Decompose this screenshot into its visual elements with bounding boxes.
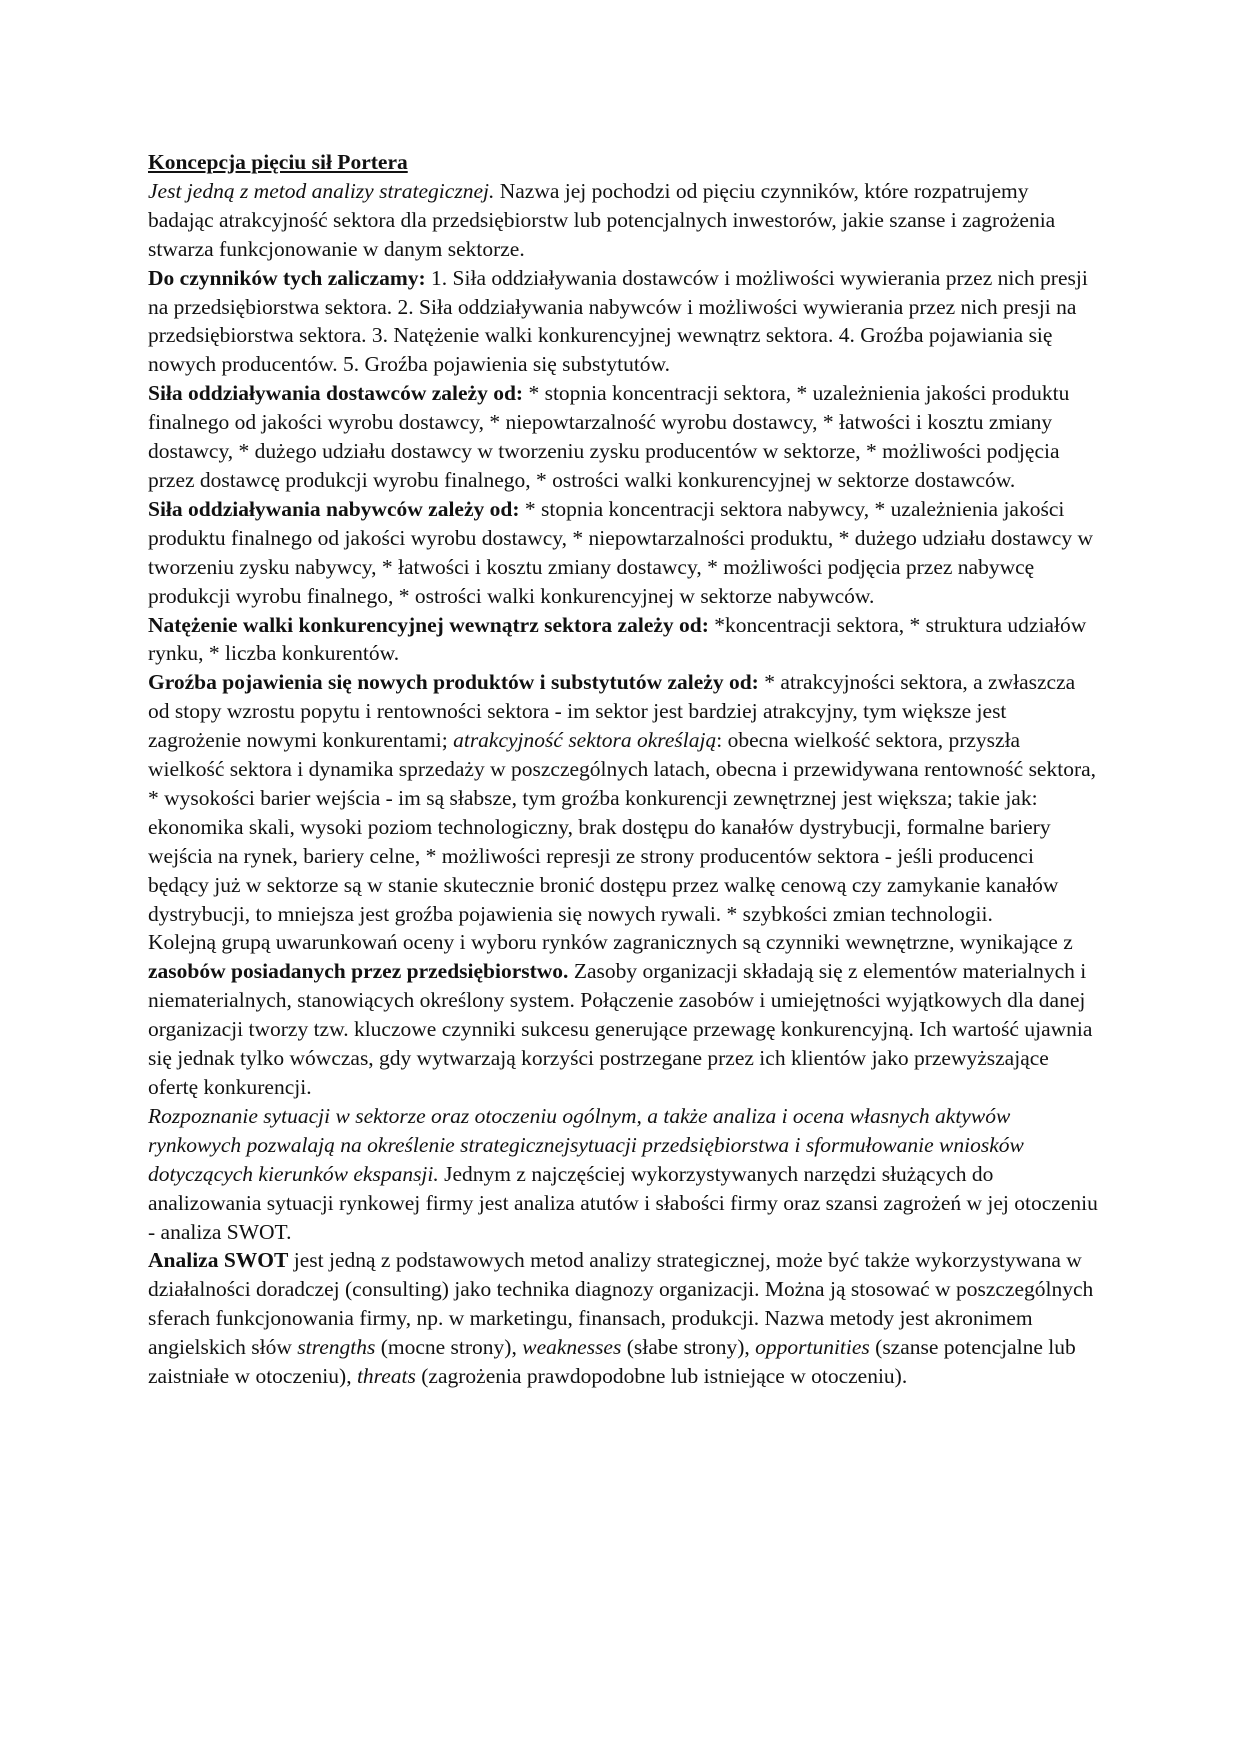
- recognition-italic: Rozpoznanie sytuacji w sektorze oraz otoczeniu ogólnym, a także analiza i ocena własnych aktywów rynkowych pozwalają na określenie strategicznejsytuacji przedsiębiorstwa i sformułowanie wniosków dotyczących kierunków ekspansji.: [148, 1103, 1024, 1186]
- swot-text-e: (zagrożenia prawdopodobne lub istniejące w otoczeniu).: [415, 1364, 908, 1389]
- swot-weaknesses: weaknesses: [522, 1335, 622, 1360]
- swot-opportunities: opportunities: [755, 1335, 870, 1360]
- suppliers-heading: Siła oddziaływania dostawców zależy od:: [148, 381, 524, 406]
- resources-bold: zasobów posiadanych przez przedsiębiorstwo.: [148, 959, 569, 984]
- swot-text-c: (słabe strony),: [621, 1335, 756, 1360]
- swot-threats: threats: [356, 1364, 416, 1389]
- document-page: [148, 148, 1098, 1391]
- threats-text-a: * atrakcyjności sektora, a zwłaszcza od stopy wzrostu popytu i rentowności sektora - im sektor jest bardziej atrakcyjny, tym większe jest zagrożenie nowymi konkurentami;: [148, 670, 1076, 753]
- resources-text-a: Kolejną grupą uwarunkowań oceny i wyboru rynków zagranicznych są czynniki wewnętrzne, wynikające z: [148, 930, 1073, 955]
- swot-text-a: jest jedną z podstawowych metod analizy strategicznej, może być także wykorzystywana w działalności doradczej (consulting) jako technika diagnozy organizacji. Można ją stosować w poszczególnych sferach funkcjonowania firmy, np. w marketingu, finansach, produkcji. Nazwa metody jest akronimem angielskich słów: [148, 1248, 1094, 1360]
- threats-heading: Groźba pojawienia się nowych produktów i substytutów zależy od:: [148, 670, 759, 695]
- paragraph-recognition: [148, 1102, 1098, 1247]
- factors-heading: Do czynników tych zaliczamy:: [148, 265, 426, 290]
- factors-text: 1. Siła oddziaływania dostawców i możliwości wywierania przez nich presji na przedsiębiorstwa sektora. 2. Siła oddziaływania nabywców i możliwości wywierania przez nich presji na przedsiębiorstwa sektora. 3. Natężenie walki konkurencyjnej wewnątrz sektora. 4. Groźba pojawiania się nowych producentów. 5. Groźba pojawienia się substytutów.: [148, 265, 1088, 377]
- paragraph-swot: [148, 1246, 1098, 1391]
- title-text: Koncepcja pięciu sił Portera: [148, 150, 408, 174]
- threats-text-b: : obecna wielkość sektora, przyszła wielkość sektora i dynamika sprzedaży w poszczególnych latach, obecna i przewidywana rentowność sektora, * wysokości barier wejścia - im są słabsze, tym groźba konkurencji zewnętrznej jest większa; takie jak: ekonomika skali, wysoki poziom technologiczny, brak dostępu do kanałów dystrybucji, formalne bariery wejścia na rynek, bariery celne, * możliwości represji ze strony producentów sektora - jeśli producenci będący już w sektorze są w stanie skutecznie bronić dostępu przez walkę cenową czy zamykanie kanałów dystrybucji, to mniejsza jest groźba pojawienia się nowych rywali. * szybkości zmian technologii.: [148, 728, 1097, 926]
- swot-strengths: strengths: [297, 1335, 376, 1360]
- recognition-text: Jednym z najczęściej wykorzystywanych narzędzi służących do analizowania sytuacji rynkowej firmy jest analiza atutów i słabości firmy oraz szansi zagrożeń w jej otoczeniu - analiza SWOT.: [148, 1161, 1098, 1244]
- threats-italic: atrakcyjność sektora określają: [453, 728, 717, 753]
- document-title: [148, 148, 1098, 177]
- paragraph-resources: [148, 928, 1098, 1101]
- paragraph-threats: [148, 668, 1098, 928]
- paragraph-intro: [148, 177, 1098, 264]
- intro-italic: Jest jedną z metod analizy strategicznej.: [148, 178, 495, 203]
- paragraph-rivalry: [148, 611, 1098, 669]
- buyers-heading: Siła oddziaływania nabywców zależy od:: [148, 496, 520, 521]
- rivalry-heading: Natężenie walki konkurencyjnej wewnątrz sektora zależy od:: [148, 612, 709, 637]
- paragraph-buyers: [148, 495, 1098, 611]
- paragraph-factors: [148, 264, 1098, 380]
- resources-text-b: Zasoby organizacji składają się z elementów materialnych i niematerialnych, stanowiących określony system. Połączenie zasobów i umiejętności wyjątkowych dla danej organizacji tworzy tzw. kluczowe czynniki sukcesu generujące przewagę konkurencyjną. Ich wartość ujawnia się jednak tylko wówczas, gdy wytwarzają korzyści postrzegane przez ich klientów jako przewyższające ofertę konkurencji.: [148, 959, 1093, 1099]
- suppliers-text: * stopnia koncentracji sektora, * uzależnienia jakości produktu finalnego od jakości wyrobu dostawcy, * niepowtarzalność wyrobu dostawcy, * łatwości i kosztu zmiany dostawcy, * dużego udziału dostawcy w tworzeniu zysku producentów w sektorze, * możliwości podjęcia przez dostawcę produkcji wyrobu finalnego, * ostrości walki konkurencyjnej w sektorze dostawców.: [148, 381, 1070, 492]
- swot-text-d: (szanse potencjalne lub zaistniałe w otoczeniu),: [148, 1335, 1076, 1389]
- buyers-text: * stopnia koncentracji sektora nabywcy, * uzależnienia jakości produktu finalnego od jakości wyrobu dostawcy, * niepowtarzalności produktu, * dużego udziału dostawcy w tworzeniu zysku nabywcy, * łatwości i kosztu zmiany dostawcy, * możliwości podjęcia przez nabywcę produkcji wyrobu finalnego, * ostrości walki konkurencyjnej w sektorze nabywców.: [148, 496, 1093, 608]
- rivalry-text: *koncentracji sektora, * struktura udziałów rynku, * liczba konkurentów.: [148, 612, 1087, 666]
- paragraph-suppliers: [148, 379, 1098, 495]
- intro-text: Nazwa jej pochodzi od pięciu czynników, które rozpatrujemy badając atrakcyjność sektora dla przedsiębiorstw lub potencjalnych inwestorów, jakie szanse i zagrożenia stwarza funkcjonowanie w danym sektorze.: [148, 178, 1056, 261]
- swot-text-b: (mocne strony),: [375, 1335, 523, 1360]
- swot-heading: Analiza SWOT: [148, 1248, 289, 1273]
